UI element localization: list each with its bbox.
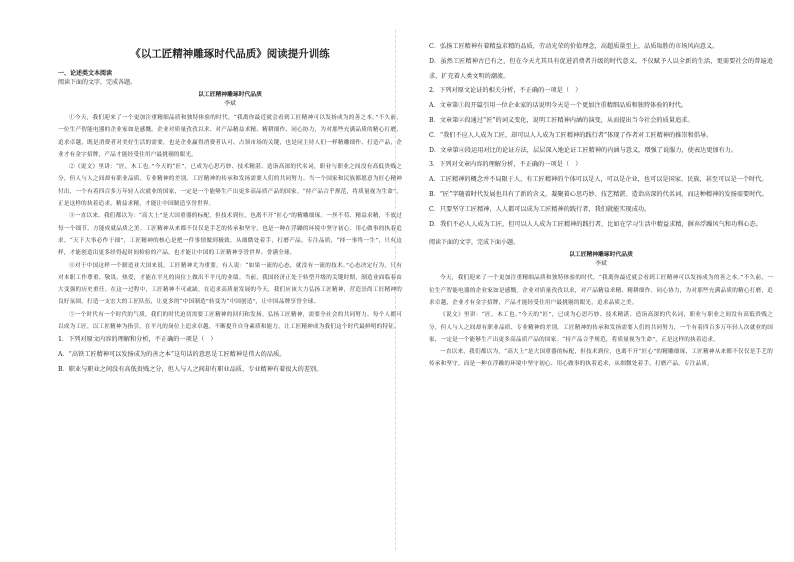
article-paragraph: ⑤一个时代有一个时代的气质，我们的时代迫切需要工匠精神的回归和发扬。弘扬工匠精神，需要全社会的共同努力。每个人都可以成为工匠，以工匠精神为指引，在平凡的岗位上追求卓越，不断提升自身素质和能力，让工匠精神成为我们这个时代最鲜明的特征。: [58, 311, 402, 331]
question-option: B．职业与职业之间没有高低贵贱之分，但人与人之间却有职业品质、专业精神有着很大的差别。: [58, 365, 323, 373]
instruction: 阅读下面的文字，完成各题。: [58, 79, 137, 86]
question-stem: 3．下列对文章内容的理解分析，不正确的一项是（ ）: [429, 161, 582, 169]
question-stem: 1．下列对原文内容的理解和分析，不正确的一项是（ ）: [58, 336, 217, 344]
article-paragraph: ①今天，我们迎来了一个更加注重精细品质和独特体验的时代。“我离你最近就会看到工匠精神可以发扬成为的善之本。”不久前，一位生产智能电器的企业家如是感慨。企业对质量孜孜以求、对产品精益求精、精耕细作、同心协力，为对那些充满品质的精心打磨，追求卓越，既是消费者对美好生活的需要，也是企业赢得消费者认可、占领市场的关键，也是同主持人们一样精雕细作、打造产品，企业才有金字招牌，产品才能经受住用户最挑剔的眼光。: [58, 115, 402, 158]
article-paragraph: 今天，我们迎来了一个更加注重精细品质和独特体验的时代。“我离你最近就会看到工匠精神可以发扬成为的善之本。”不久前，一位生产智能电器的企业家如是感慨。企业对质量孜孜以求，对产品精益求精、精耕细作、同心协力，为对那些充满品质的精心打磨，追求卓越，企业才有金字招牌，产品才能经受住用户最挑剔的眼光，追求品质之美。: [429, 275, 773, 306]
question-option: C．“我们不应人人成为工匠，却可以人人成为工匠精神的践行者”体现了作者对工匠精神的推崇和倡导。: [429, 131, 713, 139]
question-option: B．文章第②段通过“匠”的词义变化，说明工匠精神内涵的演变，从而提出当今社会的质量追求。: [429, 116, 694, 124]
question-option: D．虽然工匠精神古已有之，但在今天尤其具有促进消费者升级的时代意义，不仅赋予人以全新的生活，更需要社会的普遍追求，扩充着人类文明的潮流。: [429, 57, 773, 80]
question-option: A．文章第①段开篇引用一位企业家的话说明今天是一个更加注重精细品质和独特体验的时代。: [429, 102, 688, 110]
article-author: 李斌: [224, 101, 236, 107]
article-paragraph: ③一直以来，我们都以为：“高大上”是大国重器的标配，但技术到位，也离不开“匠心”的精雕细琢。一丝不苟、精益求精，不放过每一个细节，方能成就品质之美。工匠精神从来都不仅仅是手艺的传承和坚守，也是一种在浮躁的环境中坚守初心、用心做事的执着追求。“天下大事必作于细”，工匠精神的核心是把一件事情做到极致，从细微处着手，打磨产品，专注品质，“择一事终一生”，只有这样，才能创造出更多经得起时间检验的产品，也才能让中国的工匠精神享誉世界、誉满全球。: [58, 213, 402, 257]
section-heading: 一、论述类文本阅读: [58, 70, 113, 77]
article-title: 以工匠精神雕琢时代品质: [198, 92, 262, 98]
right-column: [429, 40, 773, 550]
page-title: 《以工匠精神雕琢时代品质》阅读提升训练: [130, 48, 330, 60]
question-option: A．工匠精神的概念并不局限于人，有工匠精神的个体可以是人，可以是企业，也可以是国家、民族，甚至可以是一个时代。: [429, 176, 768, 184]
question-option: C．弘扬工匠精神有着精益求精的品质，劳动光荣的价值理念，高超质量至上，品质取胜的市场风向意义。: [429, 43, 719, 50]
article-paragraph: ④对于中国这样一个制造业大国来说，工匠精神尤为重要。有人说：“如果一流的心态，就没有一流的技术。”心态决定行为，只有对本职工作尊重、敬畏、热爱，才能在平凡的岗位上做出不平凡的业绩。当前，我国经济正处于转型升级的关键时期，制造业面临着由大变强的历史重任。在这一过程中，工匠精神不可或缺。在追求高质量发展的今天，我们应该大力弘扬工匠精神，营造崇尚工匠精神的良好氛围，打造一支宏大的工匠队伍，让更多的“中国制造”转变为“中国创造”，让中国品牌享誉全球。: [58, 262, 402, 306]
question-stem: 2．下列对原文论证的相关分析，不正确的一项是（ ）: [429, 87, 582, 95]
question-option: A．“高铁工匠精神可以发扬成为的善之本”这句话的意思是工匠精神是伟大的品质。: [58, 351, 286, 359]
article-paragraph: 《说文》里讲：“匠，木工也。”今天的“匠”，已成为心思巧妙、技术精湛、造诣高深的代名词，职业与职业之间没有高低贵贱之分，但人与人之间却有职业品质、专业精神的差别。工匠精神的传承和发扬需要人们的共同努力，一个有着四百多万年轻人次就业的国家，一定是一个能够生产出更多高品质产品的国家。“持产品合乎规范，将质量视为生命”，正是这样的执着追求。: [429, 312, 773, 343]
instruction: 阅读下面的文字，完成下面小题。: [429, 239, 520, 247]
left-column: [58, 40, 402, 550]
question-option: C．只要坚守工匠精神，人人都可以成为工匠精神的践行者，我们就能实现成功。: [429, 205, 651, 213]
article-paragraph: ②《说文》里讲：“匠，木工也。”今天的“匠”，已成为心思巧妙、技术精湛、造诣高深的代名词，职业与职业之间没有高低贵贱之分，但人与人之间却有职业品质、专业精神的差别。工匠精神的传承和发扬需要人们的共同努力。当一个国家和民族都愿意为匠心精神付出，一个有着四百多万年轻人次就业的国家，一定是一个能够生产出更多高品质产品的国家。“持产品合乎规范，将质量视为生命”，正是这样的执着追求，精益求精，才能让中国制造享誉世界。: [58, 164, 402, 208]
question-option: D．我们不必人人成为工匠，但可以人人成为工匠精神的践行者，比如在学习生活中精益求精，摒弃浮躁风气和功利心态。: [429, 220, 762, 228]
article-paragraph: 一直以来，我们都以为，“高大上”是大国重器的标配，但技术到位，也离不开“匠心”的精雕细琢，工匠精神从来都不仅仅是手艺的传承和坚守，而是一种在浮躁的环境中坚守初心、用心做事的执着追求，从细微处着手，打磨产品，专注品质。: [429, 349, 773, 368]
question-option: D．文章第④段运用对比的论证方法，层层深入地论证工匠精神的内涵与意义，增强了说服力，使表达更加有力。: [429, 146, 738, 154]
article-author: 李斌: [595, 261, 607, 268]
question-option: B．“匠”字随着时代发展也具有了新的含义，凝聚着心思巧妙、技艺精湛、造诣高深的代名词，而这种精神的发扬需要时代。: [429, 190, 768, 198]
article-title: 以工匠精神雕琢时代品质: [569, 252, 633, 259]
